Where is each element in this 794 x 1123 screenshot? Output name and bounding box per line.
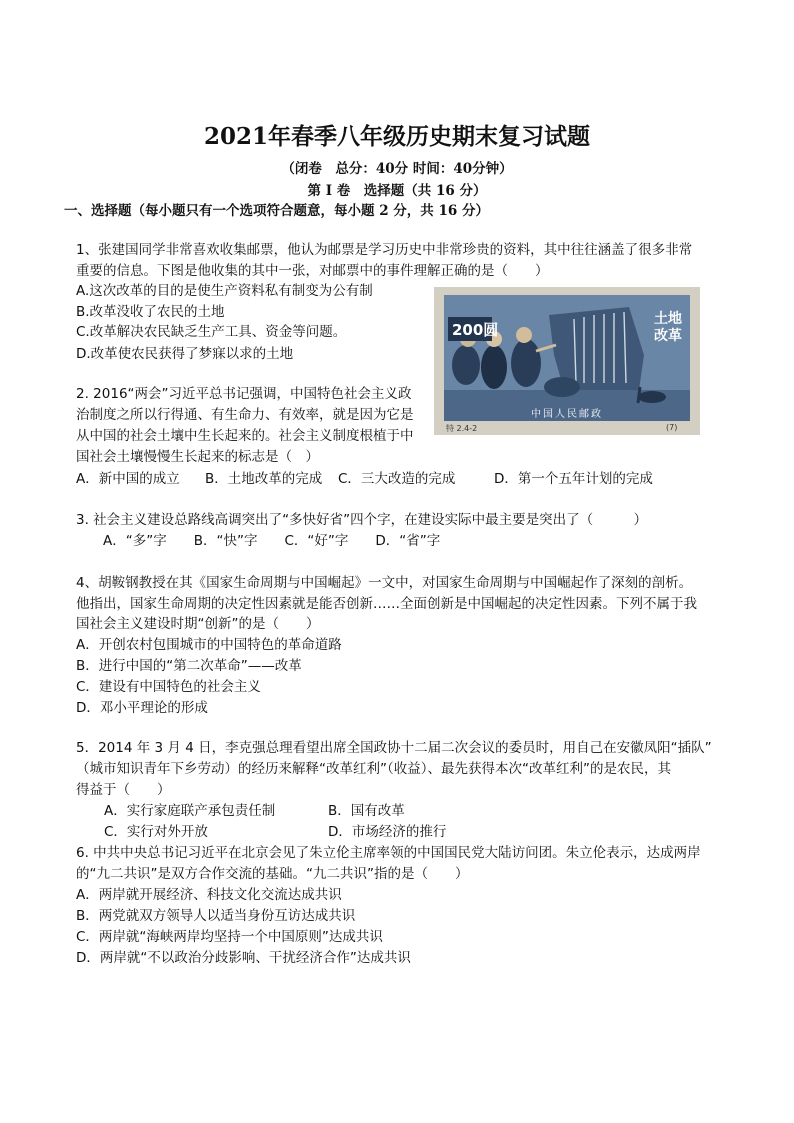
q4-option-b: B．进行中国的“第二次革命”——改革 [76, 658, 302, 674]
stamp-value: 200圆 [452, 321, 499, 339]
stamp-slogan-line1: 土地 [654, 311, 682, 327]
q6-stem-line2: 的“九二共识”是双方合作交流的基础。“九二共识”指的是（ ） [76, 866, 469, 882]
stamp-code: 特 2.4-2 [446, 424, 478, 433]
q4-option-d: D．邓小平理论的形成 [76, 700, 208, 716]
q1-stem-line2: 重要的信息。下图是他收集的其中一张，对邮票中的事件理解正确的是（ ） [76, 263, 549, 279]
q2-option-a: A．新中国的成立 [76, 471, 180, 487]
q5-stem-line1: 5．2014 年 3 月 4 日，李克强总理看望出席全国政协十二届二次会议的委员时，用自己在安徽凤阳“插队” [76, 740, 712, 756]
land-reform-stamp-image [434, 287, 700, 435]
stamp-slogan-line2: 改革 [654, 328, 682, 344]
q4-stem-line1: 4、胡鞍钢教授在其《国家生命周期与中国崛起》一文中，对国家生命周期与中国崛起作了深刻的剖析。 [76, 575, 693, 591]
q2-option-b: B．土地改革的完成 [205, 471, 323, 487]
q6-option-b: B．两党就双方领导人以适当身份互访达成共识 [76, 908, 356, 924]
page-title: 2021年春季八年级历史期末复习试题 [203, 123, 590, 150]
q5-option-a: A．实行家庭联产承包责任制 [104, 803, 276, 819]
q2-stem-line3: 从中国的社会土壤中生长起来的。社会主义制度根植于中 [76, 428, 414, 444]
q2-stem-line2: 治制度之所以行得通、有生命力、有效率，就是因为它是 [76, 407, 414, 423]
q5-stem-line2: （城市知识青年下乡劳动）的经历来解释“改革红利”（收益）、最先获得本次“改革红利”的是农民，其 [76, 761, 671, 777]
q3-stem: 3. 社会主义建设总路线高调突出了“多快好省”四个字，在建设实际中最主要是突出了（ ） [76, 512, 648, 528]
q2-option-c: C．三大改造的完成 [338, 471, 456, 487]
q4-stem-line3: 国社会主义建设时期“创新”的是（ ） [76, 616, 320, 632]
section-heading: 一、选择题（每小题只有一个选项符合题意，每小题 2 分，共 16 分） [64, 203, 489, 219]
q3-options: A．“多”字 B．“快”字 C．“好”字 D．“省”字 [103, 533, 441, 549]
q5-option-b: B．国有改革 [328, 803, 405, 819]
q1-option-d: D.改革使农民获得了梦寐以求的土地 [76, 346, 294, 362]
q6-stem-line1: 6. 中共中央总书记习近平在北京会见了朱立伦主席率领的中国国民党大陆访问团。朱立伦表示，达成两岸 [76, 845, 701, 861]
stamp-engraving [444, 295, 690, 421]
q2-option-d: D．第一个五年计划的完成 [494, 471, 653, 487]
q1-stem-line1: 1、张建国同学非常喜欢收集邮票，他认为邮票是学习历史中非常珍贵的资料，其中往往涵盖了很多非常 [76, 242, 693, 258]
q6-option-d: D．两岸就“不以政治分歧影响、干扰经济合作”达成共识 [76, 950, 411, 966]
q2-stem-line4: 国社会土壤慢慢生长起来的标志是（ ） [76, 449, 319, 465]
q6-option-a: A．两岸就开展经济、科技文化交流达成共识 [76, 887, 342, 903]
stamp-index: (7) [666, 423, 678, 432]
q1-option-a: A.这次改革的目的是使生产资料私有制变为公有制 [76, 283, 373, 299]
q4-option-a: A．开创农村包围城市的中国特色的革命道路 [76, 637, 342, 653]
stamp-issuer: 中国人民邮政 [531, 409, 603, 420]
part-heading: 第 I 卷 选择题（共 16 分） [307, 183, 487, 199]
q2-stem-line1: 2. 2016“两会”习近平总书记强调，中国特色社会主义政 [76, 386, 412, 402]
q5-option-c: C．实行对外开放 [104, 824, 208, 840]
exam-info: （闭卷 总分：40分 时间：40分钟） [281, 161, 513, 177]
q6-option-c: C．两岸就“海峡两岸均坚持一个中国原则”达成共识 [76, 929, 383, 945]
q4-stem-line2: 他指出，国家生命周期的决定性因素就是能否创新……全面创新是中国崛起的决定性因素。下列不属于我 [76, 596, 697, 612]
q4-option-c: C．建设有中国特色的社会主义 [76, 679, 261, 695]
q1-option-c: C.改革解决农民缺乏生产工具、资金等问题。 [76, 324, 347, 340]
stamp-slogan [654, 311, 684, 345]
q5-stem-line3: 得益于（ ） [76, 782, 171, 798]
q5-option-d: D．市场经济的推行 [328, 824, 447, 840]
q1-option-b: B.改革没收了农民的土地 [76, 304, 225, 320]
